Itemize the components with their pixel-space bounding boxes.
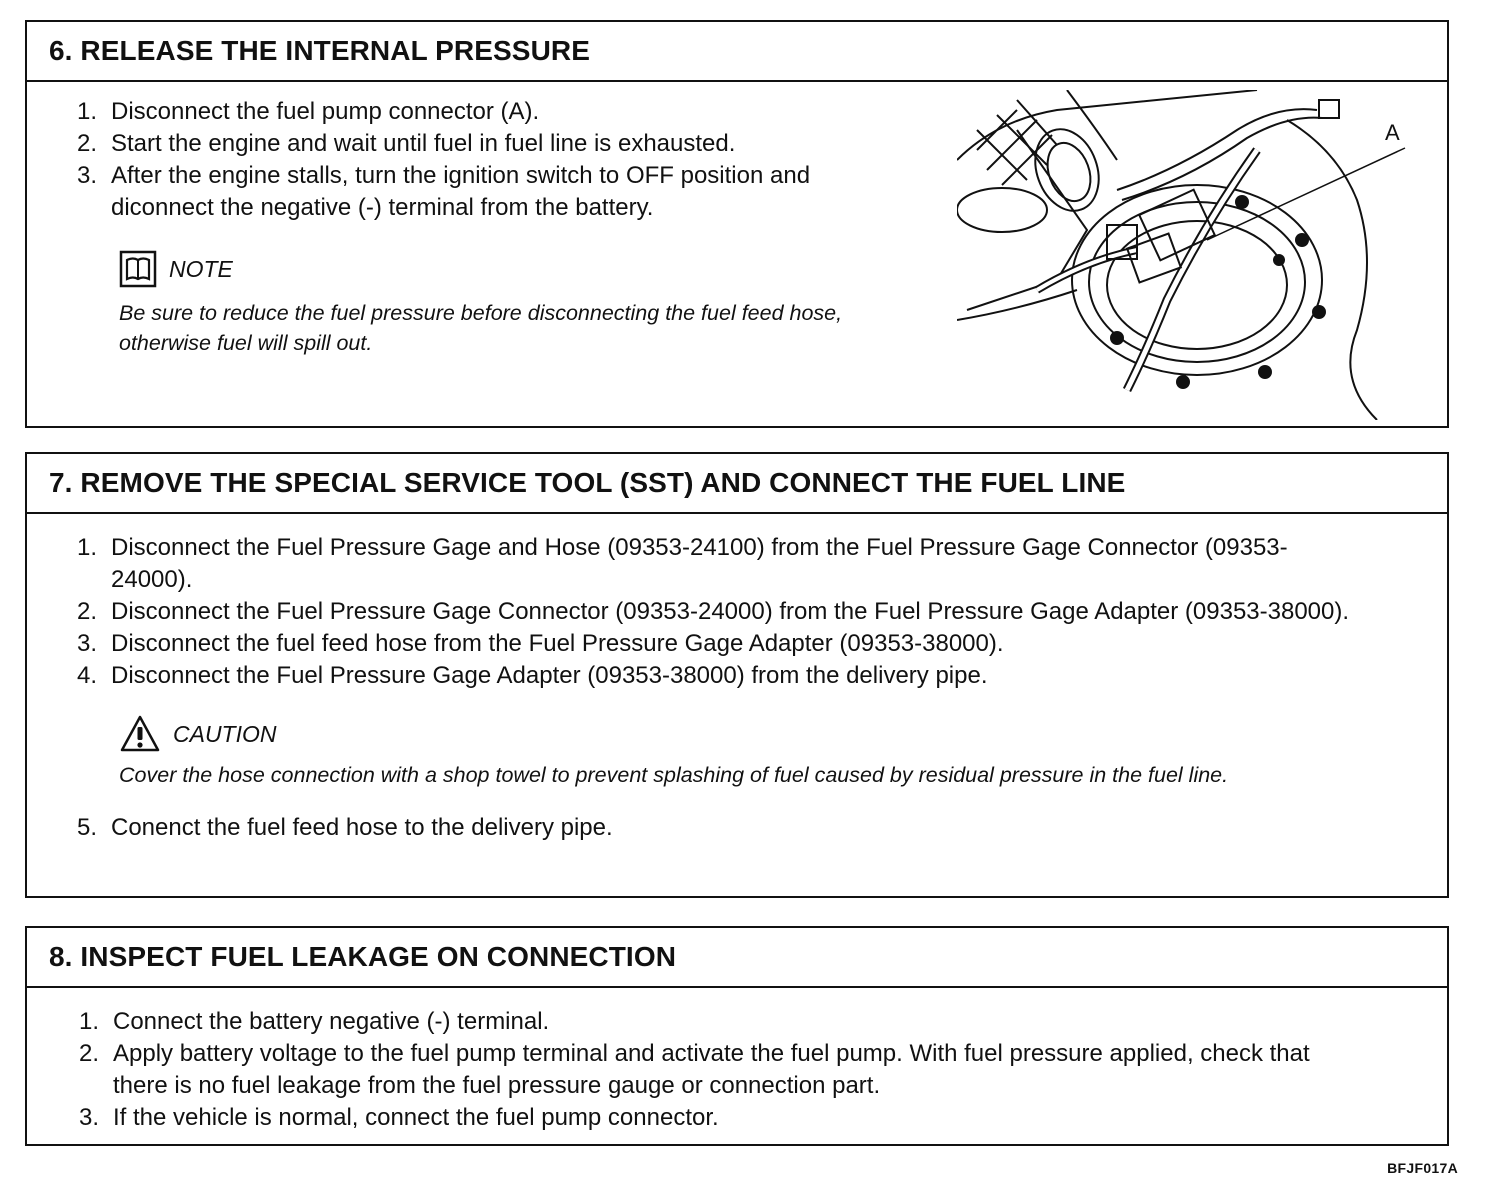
step-list — [55, 1006, 1345, 1134]
section-header — [27, 454, 1447, 514]
list-item: 2. Apply battery voltage to the fuel pump terminal and activate the fuel pump. With fuel pressure applied, check that there is no fuel leakage from the fuel pressure gauge or connection part. — [78, 1040, 1310, 1099]
section-inspect-fuel-leakage — [25, 926, 1449, 1146]
caution-label: CAUTION — [173, 720, 277, 747]
list-item: 4. Disconnect the Fuel Pressure Gage Adapter (09353-38000) from the delivery pipe. — [76, 662, 988, 689]
section-header — [27, 928, 1447, 988]
section-header — [27, 22, 1447, 82]
note-block — [53, 250, 913, 358]
book-icon — [119, 250, 157, 288]
fuel-pump-illustration — [957, 90, 1427, 420]
figure-code: BFJF017A — [1387, 1160, 1458, 1176]
list-item: 1. Disconnect the fuel pump connector (A). — [76, 98, 540, 125]
section-release-internal-pressure — [25, 20, 1449, 428]
section-title: 7. REMOVE THE SPECIAL SERVICE TOOL (SST) AND CONNECT THE FUEL LINE — [49, 467, 1126, 498]
list-item: 5. Conenct the fuel feed hose to the delivery pipe. — [76, 814, 613, 841]
warning-triangle-icon — [119, 714, 161, 754]
section-body — [53, 96, 913, 358]
section-body — [55, 1006, 1345, 1134]
list-item: 3. After the engine stalls, turn the ignition switch to OFF position and diconnect the negative (-) terminal from the battery. — [76, 162, 811, 221]
step-list — [53, 96, 913, 224]
list-item: 2. Start the engine and wait until fuel in fuel line is exhausted. — [76, 130, 736, 157]
list-item: 1. Disconnect the Fuel Pressure Gage and Hose (09353-24100) from the Fuel Pressure Gage Connector (09353-24000). — [76, 534, 1288, 593]
step-list — [53, 812, 1353, 844]
callout-label-a: A — [1385, 120, 1400, 145]
note-text: Be sure to reduce the fuel pressure before disconnecting the fuel feed hose, otherwise fuel will spill out. — [119, 301, 843, 355]
list-item: 3. Disconnect the fuel feed hose from the Fuel Pressure Gage Adapter (09353-38000). — [76, 630, 1004, 657]
list-item: 3. If the vehicle is normal, connect the fuel pump connector. — [78, 1104, 719, 1131]
list-item: 2. Disconnect the Fuel Pressure Gage Connector (09353-24000) from the Fuel Pressure Gage Adapter (09353-38000). — [76, 598, 1350, 625]
note-label: NOTE — [169, 255, 233, 282]
step-list — [53, 532, 1353, 692]
list-item: 1. Connect the battery negative (-) terminal. — [78, 1008, 550, 1035]
section-title: 8. INSPECT FUEL LEAKAGE ON CONNECTION — [49, 941, 677, 972]
section-body — [53, 532, 1353, 844]
caution-text: Cover the hose connection with a shop towel to prevent splashing of fuel caused by residual pressure in the fuel line. — [119, 763, 1229, 787]
section-title: 6. RELEASE THE INTERNAL PRESSURE — [49, 35, 590, 66]
caution-block — [53, 714, 1353, 790]
section-remove-sst — [25, 452, 1449, 898]
